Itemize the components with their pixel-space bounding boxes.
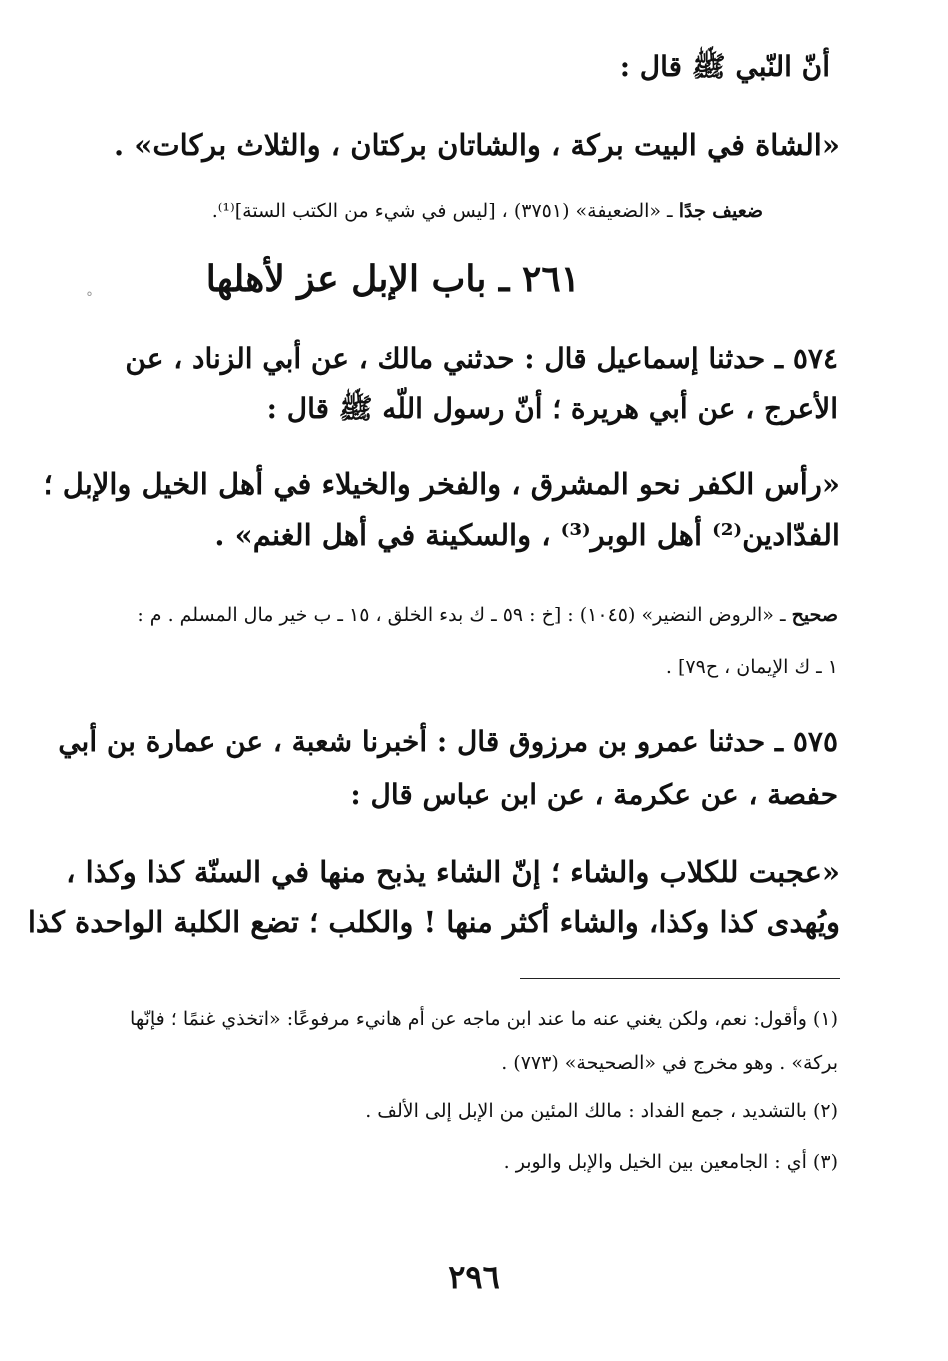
isnad-line-1: ٥٧٤ ـ حدثنا إسماعيل قال : حدثني مالك ، عن أبي الزناد ، عن [125,342,838,375]
footnote-1-line-2: بركة» . وهو مخرج في «الصحيحة» (٧٧٣) . [501,1052,838,1074]
hadith-grading-2 [137,604,838,626]
footnote-1-line-1: (١) وأقول: نعم، ولكن يغني عنه ما عند ابن ماجه عن أم هانيء مرفوعًا: «اتخذي غنمًا ؛ فإنّها [130,1008,838,1030]
hadith-grading [212,200,763,222]
text-line-1: أنّ النّبي ﷺ قال : [619,50,830,83]
grade-reference-2: ـ «الروض النضير» (١٠٤٥) : [خ : ٥٩ ـ ك بدء الخلق ، ١٥ ـ ب خير مال المسلم . م : [137,604,786,626]
hadith-text-line-2: الفدّادين⁽²⁾ أهل الوبر⁽³⁾ ، والسكينة في أهل الغنم» . [214,518,840,552]
hadith-text-line-4: ويُهدى كذا وكذا، والشاء أكثر منها ! والكلب ؛ تضع الكلبة الواحدة كذا [27,905,840,939]
grade-label-2: صحيح [791,604,838,626]
hadith-quote-line: «الشاة في البيت بركة ، والشاتان بركتان ، والثلاث بركات» . [114,128,840,162]
footnote-2: (٢) بالتشديد ، جمع الفداد : مالك المئين من الإبل إلى الألف . [365,1100,838,1122]
page-number: ٢٩٦ [448,1258,500,1296]
isnad-line-3: ٥٧٥ ـ حدثنا عمرو بن مرزوق قال : أخبرنا شعبة ، عن عمارة بن أبي [58,725,838,758]
grade-reference-continued: ١ ـ ك الإيمان ، ح٧٩] . [665,656,838,678]
grade-label: ضعيف جدًا [678,200,763,222]
hadith-text-line-1: «رأس الكفر نحو المشرق ، والفخر والخيلاء في أهل الخيل والإبل ؛ [43,467,840,501]
isnad-line-2: الأعرج ، عن أبي هريرة ؛ أنّ رسول اللّه ﷺ قال : [266,392,838,425]
grade-reference: ـ «الضعيفة» (٣٧٥١) ، [ليس في شيء من الكتب الستة]⁽¹⁾. [211,200,673,222]
footnote-3: (٣) أي : الجامعين بين الخيل والإبل والوبر . [503,1151,838,1173]
isnad-line-4: حفصة ، عن عكرمة ، عن ابن عباس قال : [350,778,838,811]
footnote-divider [520,978,840,979]
hadith-text-line-3: «عجبت للكلاب والشاء ؛ إنّ الشاء يذبح منها في السنّة كذا وكذا ، [66,855,840,889]
margin-mark: ° [86,290,93,306]
chapter-heading: ٢٦١ ـ باب الإبل عز لأهلها [205,258,580,300]
